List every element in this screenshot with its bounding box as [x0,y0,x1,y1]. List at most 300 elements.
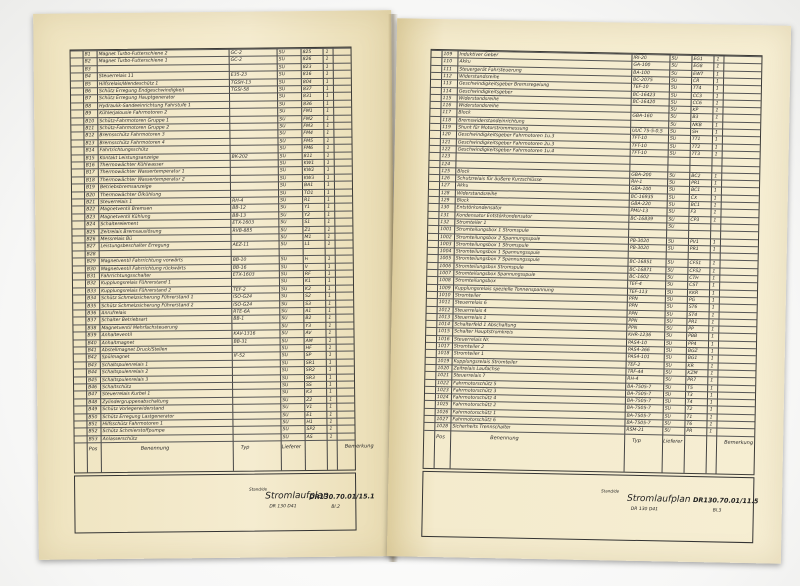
cell-text: Stromteilungsbox 7 Spannungsspule [455,256,541,264]
cell-qty: 1 [328,286,332,292]
cell-type: TFT-10 [631,150,647,156]
right-parts-table [423,49,763,475]
cell-supplier: SU [666,333,673,340]
cell-pos: B36 [87,311,97,317]
cell-type: PAS4-10 [627,340,648,346]
cell-text: Zylindergruppenabschaltung [102,399,169,405]
cell-code: A1 [305,308,312,315]
cell-type: RVB-885 [232,228,253,234]
header-description: Benennung [490,434,519,442]
cell-qty: 1 [325,49,329,55]
cell-type: RTE-6A [233,309,250,315]
cell-supplier: SU [280,264,288,270]
cell-code: H [304,257,309,263]
cell-pos: B31 [86,274,96,280]
cell-supplier: SU [668,209,675,215]
cell-text: Block [456,198,470,204]
cell-type: UUC 75-5-0,5 [632,128,663,135]
cell-pos: 1003 [439,241,452,248]
cell-supplier: SU [668,217,675,223]
cell-pos: 1027 [436,417,449,423]
cell-qty: 1 [709,422,713,428]
cell-qty: 1 [712,247,716,253]
cell-supplier: SU [667,282,674,288]
cell-code: 837 [302,86,312,93]
cell-qty: 1 [327,219,331,226]
cell-qty: 1 [711,327,715,333]
cell-text: Stromteilungsbox 1 Stromspule [456,227,529,235]
cell-text: Kondensator Entstörkondensator [456,213,533,220]
cell-qty: 1 [328,323,332,329]
header-supplier: Lieferer [663,438,683,445]
cell-supplier: SU [281,353,289,359]
cell-supplier: SU [281,346,288,352]
cell-code: S3 [305,301,312,307]
cell-code: Y3 [305,323,312,329]
cell-text: Sicherheits Trennschalter [452,424,511,431]
cell-text: Steuerrelais 7 [453,373,486,380]
cell-code: CTH [689,275,699,282]
cell-qty: 1 [716,71,720,78]
cell-pos: B16 [85,163,95,169]
cell-text: Fahrmotorschütz 3 [453,388,497,395]
cell-pos: B46 [88,385,98,391]
left-page [33,10,397,560]
cell-text: Schütz Schmelzsicherung Führerstand 1 [101,295,194,302]
cell-pos: B6 [84,89,92,95]
cell-qty: 1 [709,400,713,406]
cell-qty: 1 [329,390,333,396]
cell-code: SS [306,382,312,389]
cell-supplier: SU [279,116,286,122]
left-parts-table [70,47,374,474]
cell-text: Kontakt Leistungsanzeige [99,155,159,161]
cell-supplier: SU [666,319,673,325]
cell-text: Leistungsbeschalter Erregung [100,243,170,250]
left-drawing-code: DR130.70.01/15.1 [309,492,375,502]
right-title-sub: DR 130 D41 [630,506,659,513]
cell-supplier: SU [669,136,677,142]
cell-supplier: SU [670,85,678,91]
cell-qty: 1 [327,264,331,270]
cell-code: TT1 [691,137,701,143]
cell-pos: 111 [443,66,453,72]
cell-text: Steuerrelais 1 [100,199,133,206]
header-remark: Bemerkung [724,439,754,446]
cell-supplier: SU [665,348,673,354]
cell-code: T2 [686,407,693,413]
cell-type: KAV-1316 [233,331,256,337]
cell-supplier: SU [279,109,286,115]
cell-qty: 1 [328,367,332,373]
cell-pos: B30 [86,266,96,272]
cell-supplier: SU [282,420,289,426]
cell-pos: 114 [442,88,452,94]
cell-text: Block [457,169,470,175]
cell-type: TFT-10 [631,143,647,149]
cell-qty: 1 [710,342,714,348]
cell-code: BC1 [690,202,701,209]
cell-qty: 1 [326,175,330,181]
cell-code: E1 [306,412,313,418]
cell-code: B3 [692,115,699,121]
cell-type: GA-100 [633,63,651,69]
cell-qty: 1 [325,86,329,92]
cell-text: Fahrmotorschütz 2 [452,402,497,409]
cell-qty: 1 [329,382,333,388]
cell-text: Stromteiler [454,293,481,299]
cell-pos: B35 [87,303,97,309]
cell-text: Schaltspulenrelais 3 [101,377,149,383]
cell-text: Kupplungsrelais spezielle Tonnenspannung [454,286,554,293]
cell-pos: 1020 [437,365,450,372]
cell-qty: 1 [715,108,719,114]
cell-text: Stromteilungsbox Stromspule [455,264,524,271]
cell-supplier: SU [667,246,675,252]
cell-type: BC-16420 [632,99,656,106]
cell-qty: 1 [328,345,332,351]
cell-pos: B13 [85,141,95,147]
cell-qty: 1 [716,64,720,70]
cell-code: SP2 [306,427,316,433]
cell-qty: 1 [326,101,330,107]
cell-type: BC-16871 [629,267,653,273]
cell-text: Betriebsbremsanzeige [99,184,152,191]
cell-supplier: SU [666,297,674,303]
cell-pos: 115 [442,95,452,102]
cell-code: PR [686,429,693,435]
cell-qty: 1 [326,131,330,137]
cell-qty: 1 [325,79,329,85]
cell-text: Entstörkondensator [456,205,502,212]
cell-supplier: SU [666,290,674,296]
cell-pos: B8 [85,104,92,110]
cell-code: TT2 [691,144,701,150]
cell-qty: 1 [711,290,715,297]
cell-code: V [304,264,309,270]
cell-supplier: SU [281,368,289,374]
cell-code: PP4 [687,341,697,347]
cell-code: PP [688,327,694,333]
cell-qty: 1 [328,353,332,359]
cell-type: TRF-44 [627,369,644,375]
cell-code: PBB [688,334,698,340]
cell-pos: B21 [86,200,96,206]
cell-pos: 118 [442,117,452,124]
cell-supplier: SU [668,187,676,194]
cell-pos: B44 [87,370,97,376]
cell-supplier: SU [279,176,287,182]
cell-text: Thermowächter Kühlwasser [99,162,164,169]
cell-text: Magnetventil Fahrrichtung rückwärts [100,265,186,272]
cell-code: TT3 [691,151,701,157]
cell-type: GC-2 [230,58,243,64]
cell-type: BB-10 [232,257,247,264]
cell-supplier: SU [279,94,286,100]
cell-type: ISO-G24 [233,302,253,308]
cell-text: Stromteilungsbox [455,278,496,285]
cell-type: PAS4-101 [627,355,650,361]
cell-supplier: SU [666,304,674,310]
cell-type: GBA-200 [631,172,652,178]
cell-pos: B42 [87,355,97,361]
cell-supplier: SU [281,361,289,367]
cell-supplier: SU [280,235,287,241]
cell-qty: 1 [327,212,331,218]
cell-type: PPN [628,303,638,310]
cell-supplier: SU [667,268,674,274]
cell-pos: 1007 [439,271,452,277]
cell-qty: 1 [327,190,331,196]
cell-supplier: SU [278,72,286,78]
cell-text: Anhaltmagnet [101,340,135,346]
cell-text: Schütz Schmierstoffpumpe [102,428,165,435]
cell-code: T1 [686,414,693,420]
cell-code: 804 [302,79,312,85]
cell-text: Schutzrelais für äußere Kurzschlüsse [457,176,542,184]
cell-supplier: SU [280,257,288,263]
cell-qty: 1 [326,116,330,122]
cell-type: BB-31 [233,339,248,345]
cell-pos: 1015 [438,329,450,335]
cell-supplier: SU [281,287,288,293]
cell-text: Hilfsschütz Fahrmotoren 1 [102,421,164,428]
cell-text: Anrufrelais [101,310,127,317]
right-sheet-number: Bl.3 [712,508,722,514]
cell-code: SP [305,353,312,359]
cell-qty: 1 [714,174,718,180]
cell-type: IRI-20 [633,55,647,62]
cell-text: Steuerrelais 11 [98,74,134,80]
cell-type: TGSH-13 [230,80,252,86]
cell-type: PPN [628,296,638,302]
cell-supplier: SU [282,398,289,404]
cell-code: S1 [304,220,311,226]
cell-supplier: SU [671,78,678,84]
cell-supplier: SU [664,428,671,434]
cell-code: 823 [302,64,312,70]
cell-text: Magnetventil Mehrfachsteuerung [101,325,178,331]
cell-supplier: SU [280,220,287,226]
cell-code: K2 [305,286,312,292]
cell-pos: B41 [87,348,97,354]
header-pos: Pos [436,433,445,440]
cell-supplier: SU [668,202,675,208]
cell-text: Kupplungsrelais Führerstand 2 [101,288,172,294]
cell-code: Z2 [306,397,313,403]
cell-supplier: SU [665,370,672,376]
cell-type: BB-12 [232,206,246,212]
cell-pos: 1001 [440,227,452,233]
cell-type: BA-7505-7 [626,391,652,398]
cell-qty: 1 [328,301,332,307]
header-remark: Bemerkung [344,443,374,450]
header-type: Typ [240,444,250,451]
cell-qty: 1 [709,393,713,399]
cell-code: Y1 [304,205,310,211]
cell-supplier: SU [670,122,677,128]
cell-type: PPN [628,318,638,324]
cell-qty: 1 [328,338,332,344]
cell-pos: 1005 [439,256,452,262]
cell-code: NKB [692,122,702,128]
cell-qty: 1 [328,293,332,300]
cell-qty: 1 [328,308,332,314]
cell-pos: 121 [441,139,451,145]
cell-text: Kupplungsrelais Stromteiler [453,359,518,366]
cell-code: TT4 [692,86,702,92]
cell-supplier: SU [280,279,288,285]
cell-qty: 1 [711,334,715,340]
cell-pos: B25 [86,229,96,235]
cell-pos: B37 [87,318,97,324]
cell-text: Magnetventil Fahrrichtung vorwärts [100,258,184,265]
cell-qty: 1 [329,427,333,433]
cell-type: PAS4-366 [627,347,650,354]
cell-code: ST4 [688,312,698,318]
cell-pos: 1017 [437,344,450,350]
cell-type: GBA-220 [630,201,651,208]
cell-code: 826 [302,57,312,63]
cell-code: V1 [306,405,313,411]
cell-pos: 125 [441,168,451,175]
cell-type: KHR-1236 [628,333,652,339]
left-title: Stromlaufplan [265,490,329,502]
cell-text: Stromteiler 2 [453,344,485,350]
cell-type: PPN [628,311,638,317]
cell-code: PR1 [691,181,701,187]
cell-text: Fahrtrichtungsschütz [99,147,149,154]
cell-type: E35-23 [230,72,248,79]
cell-type: BA-7505-7 [626,413,651,419]
cell-text: Messrelais Bü [100,236,133,243]
cell-pos: B29 [86,259,96,265]
cell-qty: 1 [710,356,714,362]
cell-text: Stromteilungsbox 2 Spannungsspule [455,234,541,242]
cell-text: Bremsschütz Fahrmotoren 3 [99,132,165,139]
cell-code: 811 [303,153,313,159]
cell-pos: 123 [441,154,451,160]
cell-type: RH-1 [631,179,643,186]
cell-qty: 1 [328,375,332,381]
cell-type: ISO-G24 [233,294,253,300]
cell-text: Schaltspulenrelais 1 [101,362,149,368]
cell-qty: 1 [712,276,716,282]
cell-supplier: SU [280,190,287,196]
cell-pos: B22 [86,207,96,213]
cell-qty: 1 [325,71,329,78]
cell-supplier: SU [279,139,286,145]
cell-text: Zeitrelais Bremsauslösung [100,229,162,235]
cell-text: Geschwindigkeitsgeber Bremsregelung [458,81,550,89]
cell-text: Stromteiler 1 [456,220,487,226]
cell-supplier: SU [280,272,288,278]
cell-type: ETX-1603 [232,220,255,227]
cell-supplier: SU [669,151,676,157]
cell-type: BK-202 [231,154,248,160]
cell-qty: 1 [326,123,330,129]
cell-type: RH-4 [232,198,244,204]
cell-text: Kühlerjalousie Fahrmotoren 2 [99,110,168,117]
cell-text: Schaltschütz [102,384,132,391]
cell-qty: 1 [715,115,719,121]
cell-supplier: SU [664,406,672,412]
cell-type: BA-7505-7 [627,384,652,390]
cell-code: PV1 [689,239,699,245]
right-title-block [421,471,759,543]
cell-code: M1 [304,234,312,241]
cell-text: Stromteiler 1 [453,351,484,358]
cell-code: CR [692,78,700,84]
cell-supplier: SU [665,341,673,347]
cell-code: KKR [688,290,699,296]
cell-supplier: SU [665,363,672,369]
cell-pos: 1002 [439,234,452,240]
cell-qty: 1 [326,138,330,144]
cell-pos: B39 [87,333,97,339]
cell-qty: 1 [711,312,715,318]
cell-type: ETX-1603 [232,272,255,278]
cell-text: Stromteilungsbox 1 Spannungsspule [455,249,541,257]
cell-type: PMU-13 [630,209,649,215]
cell-pos: B17 [85,170,95,176]
cell-qty: 1 [326,94,329,100]
cell-supplier: SU [664,414,671,420]
cell-text: Magnet Turbo-Futterschiene 1 [98,58,168,65]
cell-code: AS [306,434,313,440]
cell-pos: 1004 [439,249,452,255]
cell-qty: 1 [327,271,331,277]
header-description: Benennung [140,445,170,452]
cell-code: KR [687,363,694,369]
cell-text: Schütz Schmelzsicherung Führerstand 2 [101,302,194,309]
cell-pos: 1016 [437,336,450,343]
cell-supplier: SU [281,331,288,337]
cell-qty: 1 [714,152,718,158]
cell-qty: 1 [713,217,717,224]
cell-type: BC-16423 [632,92,656,98]
cell-supplier: SU [281,338,288,344]
cell-code: PR1 [688,319,698,325]
cell-pos: 1010 [438,293,451,299]
header-type: Typ [632,437,641,444]
table-header-row [75,440,374,456]
cell-qty: 1 [327,242,331,248]
cell-type: TEF-2 [233,287,246,293]
cell-pos: B14 [85,148,95,154]
cell-supplier: SU [668,195,676,201]
cell-pos: B23 [86,215,96,221]
cell-pos: 1024 [436,395,449,401]
cell-pos: B1 [84,52,91,58]
cell-type: BA-100 [633,70,650,76]
cell-type: TEF-2 [627,362,641,368]
cell-code: CFS2 [689,268,702,274]
cell-pos: B12 [85,133,95,139]
cell-pos: B9 [85,111,92,117]
cell-supplier: SU [669,173,676,179]
cell-code: CC3 [692,93,703,99]
right-drawing-code: DR130.70.01/11.5 [692,496,759,506]
cell-text: Schütz-Fahrmotoren Gruppe 2 [99,125,170,132]
cell-pos: 1011 [438,300,451,306]
cell-code: FM3 [303,123,313,130]
cell-pos: 132 [440,220,450,226]
cell-code: Y2 [304,212,311,218]
cell-code: CFS1 [689,261,702,267]
cell-text: Schütz Erregung Endgeschwindigkeit [98,88,185,95]
cell-qty: 1 [712,261,716,267]
